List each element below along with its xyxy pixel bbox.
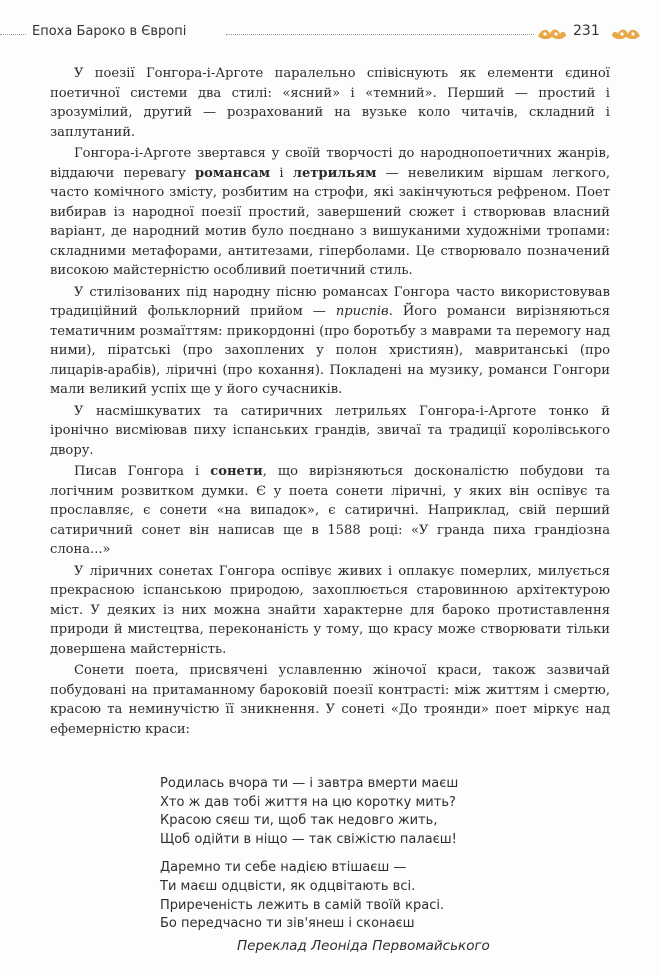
italic-term: приспів <box>335 304 389 319</box>
text-run: У насмішкуватих та сатиричних летрильях Гонгора-і-Арготе тонко й іронічно висміював пиху іспанських грандів, звичаї та традиції королівського двору. <box>50 403 610 458</box>
paragraph <box>50 144 610 281</box>
text-run: У ліричних сонетах Гонгора оспівує живих і оплакує померлих, милується прекрасною іспанською природою, захоплюється старовинною архітектурою міст. У деяких із них можна знайти характерне для бароко протиставлення природи й мистецтва, переконаність у тому, що красу може створювати тільки довершена майстерність. <box>50 563 610 657</box>
poem-line: Красою сяєш ти, щоб так недовго жить, <box>160 813 438 829</box>
page-number: 231 <box>573 23 600 39</box>
article-body <box>50 64 610 741</box>
text-run: . Його романси вирізняються тематичним розмаїттям: прикордонні (про боротьбу з маврами та перемогу над ними), піратські (про захоплених у полон християн), мавританські (про лицарів-арабів), ліричні (про кохання). Покладені на музику, романси Гонгори мали великий успіх ще у його сучасників. <box>50 304 610 397</box>
text-run: і <box>270 165 293 181</box>
poem-stanza <box>160 775 600 849</box>
paragraph <box>50 661 610 739</box>
page-header <box>0 22 660 46</box>
text-run: У стилізованих під народну пісню романсах Гонгора часто використовував традиційний фольклорний прийом — <box>50 284 610 319</box>
floral-ornament-left-icon <box>536 24 568 44</box>
translator-credit: Переклад Леоніда Первомайського <box>237 938 490 954</box>
text-run: , що вирізняються досконалістю побудови та логічним розвитком думки. Є у поета сонети ліричні, у яких він оспівує та прославляє, є сонети «на випадок», є сатиричні. Наприклад, свій перший сатиричний сонет він написав ще в 1588 році: «У гранда пиха грандіозна слона...» <box>50 464 611 557</box>
text-run: Писав Гонгора і <box>74 464 211 479</box>
paragraph <box>50 402 610 461</box>
poem-stanza <box>160 859 600 933</box>
poem-line: Родилась вчора ти — і завтра вмерти маєш <box>160 776 459 791</box>
section-title: Епоха Бароко в Європі <box>32 24 187 39</box>
text-run: Гонгора-і-Арготе звертався у своїй творчості до народнопоетичних жанрів, віддаючи перевагу <box>50 146 610 181</box>
text-run: Сонети поета, присвячені уславленню жіночої краси, також зазвичай побудовані на притаманному бароковій поезії контрасті: між життям і смертю, красою та неминучістю її зникнення. У сонеті «До троянди» поет міркує над ефемерністю краси: <box>50 663 610 737</box>
poem-line: Ти маєш одцвісти, як одцвітають всі. <box>160 878 416 894</box>
paragraph <box>50 562 610 660</box>
paragraph <box>50 462 610 560</box>
poem-line: Бо передчасно ти зів'янеш і сконаєш <box>160 916 415 932</box>
paragraph <box>50 64 610 142</box>
poem-line: Даремно ти себе надією втішаєш — <box>160 860 407 876</box>
header-rule-left <box>0 34 26 35</box>
sonnet-excerpt <box>160 775 600 944</box>
poem-line: Хто ж дав тобі життя на цю коротку мить? <box>160 794 456 810</box>
poem-line: Приреченість лежить в самій твоїй красі. <box>160 897 445 913</box>
paragraph <box>50 283 610 400</box>
header-rule-right <box>226 34 534 35</box>
text-run: У поезії Гонгора-і-Арготе паралельно співіснують як елементи єдиної поетичної системи два стилі: «ясний» і «темний». Перший — простий і зрозумілий, другий — розрахований на вузьке коло читачів, складний і заплутаний. <box>50 66 610 140</box>
poem-line: Щоб одійти в ніщо — так свіжістю палаєш! <box>160 831 457 847</box>
bold-term: летрильям <box>292 165 377 181</box>
floral-ornament-right-icon <box>610 24 642 44</box>
bold-term: романсам <box>195 165 271 181</box>
bold-term: сонети <box>210 464 263 479</box>
text-run: — невеликим віршам легкого, часто комічного змісту, розбитим на строфи, які закінчуються рефреном. Поет вибирав із народної поезії простий, завершений сюжет і створював власний варіант, де народний мотив було поєднано з вишуканими художніми тропами: складними метафорами, антитезами, гіперболами. Це створювало позначений високою майстерністю особливий поетичний стиль. <box>50 165 611 278</box>
